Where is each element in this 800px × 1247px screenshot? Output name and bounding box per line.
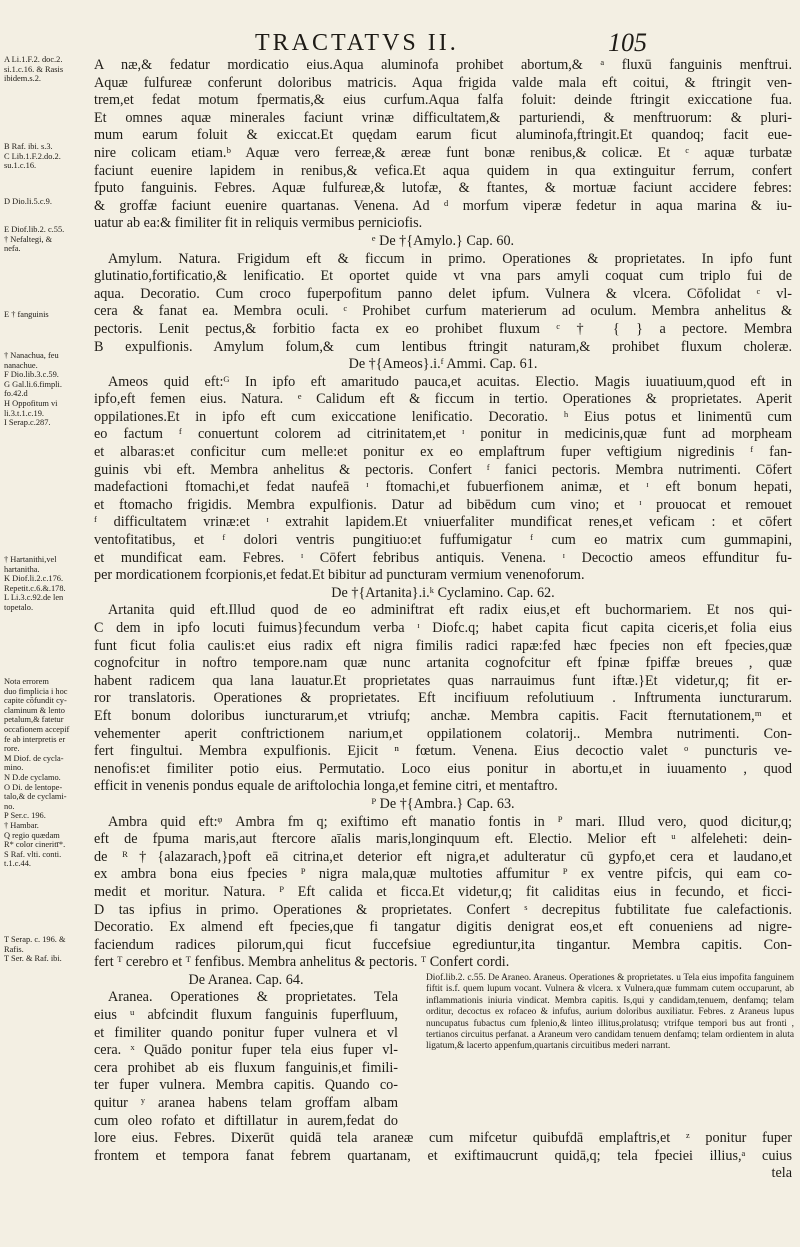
text-line: vehementer aperit conftrictionem narium,et oppilationem colatorij.. Membra nutrimenti. Con-: [94, 725, 792, 742]
text-line: habent radicem qua lana lauatur.Et proprietates quas narrauimus funt iftæ.}Et videtur,q; fit er-: [94, 672, 792, 689]
margin-note: Nota errorem duo fimplicia i hoc capite cōfundit cy- claminum & lento petalum,& fatetur occafionem accepif fe ab interpretis er rore. M Diof. de cycla- mino. N D.de cyclamo. O Di. de lentope- talo,& de cyclami- no. P Ser.c. 196. † Hambar. Q regio quædam R* color cineritī*. S Raf. vlti. conti. t.1.c.44.: [4, 677, 70, 869]
text-line: nenofis:et fimiliter potio eius. Permutatio. Loco eius ponitur in abortu,et in iuuamento , quod: [94, 760, 792, 777]
margin-note: † Hartanithi,vel hartanitha. K Diof.li.2.c.176. Repetit.c.6.&.178. L Li.3.c.92.de len topetalo.: [4, 555, 66, 612]
text-line: ter fuper vulnera. Membra capitis. Quando co-: [94, 1077, 398, 1094]
text-line: quitur ʸ aranea habens telam groffam albam: [94, 1095, 398, 1112]
running-head: TRACTATVS II.: [255, 30, 459, 56]
chapter-heading: De †{Ameos}.i.ᶠ Ammi. Cap. 61.: [348, 356, 538, 373]
text-line: faciendum radices pilorum,qui ficut fuccefsiue egrediuntur,ita tingantur. Membra capitis. Con-: [94, 936, 792, 953]
margin-note: B Raf. ibi. s.3. C Lib.1.F.2.do.2. su.1.c.16.: [4, 142, 61, 171]
text-line: Et omnes aquæ minerales faciunt vrinæ difficultatem,& parturiendi, & menftruorum: & pluri-: [94, 109, 792, 126]
aranea-section: [94, 972, 792, 1130]
chapter-heading: ᴾ De †{Ambra.} Cap. 63.: [371, 795, 515, 812]
text-line: et albaras:et conficitur cum melle:et ponitur ex eo emplaftrum fuper veftigium nigredinis ᶠ fan-: [94, 444, 792, 461]
text-line: fputo fanguinis. Febres. Aquæ fulfureæ,& lutofæ, & ftantes, & mortuæ faciunt accidere febres:: [94, 180, 792, 197]
text-line: ror translatoris. Operationes & proprietates. Eft incifiuum refolutiuum . Inftrumenta iuncturarum.: [94, 690, 792, 707]
text-line: funt ficut folia caulis:et eius radix eft nigra fimilis radici rapæ:fed hæc fpecies non eft fpecies,quæ: [94, 637, 792, 654]
text-line: Aquæ fulfureæ conferunt doloribus matricis. Aqua frigida valde mala eft coitui, & ftringit ven-: [94, 74, 792, 91]
text-line: cum oleo rofato et diftillatur in aurem,fedat do: [94, 1112, 398, 1129]
page-number: 105: [608, 28, 647, 57]
text-line: madefactioni ftomachi,et fedat naufeā ᶦ ftomachi,et fubuerfionem animæ, et ᶦ eft bonum hepati,: [94, 479, 792, 496]
margin-note: D Dio.li.5.c.9.: [4, 197, 52, 206]
text-line: Artanita quid eft.Illud quod de eo adminiftrat eft radix eius,et eft buchormariem. Et nos qui-: [108, 602, 792, 619]
dioscorides-footnote: [426, 973, 794, 1053]
text-line: ventofitatibus, et ᶠ dolori ventris pungitiuo:et fuffumigatur ᶠ cum eo matrix cum gummapini,: [94, 532, 792, 549]
text-line: & groffæ faciunt euenire quartanas. Venena. Ad ᵈ morfum viperæ fedetur in aqua marina & iu-: [94, 197, 792, 214]
text-line: lore eius. Febres. Dixerūt quidā tela araneæ cum mifcetur quibufdā emplaftris,et ᶻ ponitur fuper: [94, 1130, 792, 1147]
margin-notes: [4, 55, 80, 1235]
text-line: uatur ab ea:& fimiliter fit in reliquis vermibus perniciofis.: [94, 215, 423, 232]
text-line: faciunt euenire lapidem in renibus,& vefica.Et aqua quidem in qua extinguitur ferrum, confert: [94, 162, 792, 179]
text-line: D tas ipfius in primo. Operationes & proprietates. Confert ˢ decrepitus fubtilitate fue calefactionis.: [94, 901, 792, 918]
text-line: fert fingultui. Membra expulfionis. Ejicit ⁿ fœtum. Venena. Eius decoctio valet ᵒ puncturis ve-: [94, 743, 792, 760]
text-line: Decoratio. Ex almend eft fpecies,que fi tangatur digitis denigrat eos,et eft conueniens ad nigre-: [94, 919, 792, 936]
text-line: Amylum. Natura. Frigidum eft & ficcum in primo. Operationes & proprietates. In ipfo funt: [108, 250, 792, 267]
margin-note: E † fanguinis: [4, 310, 49, 319]
text-line: medit et moritur. Natura. ᴾ Eft calida et ficca.Et videtur,q; fit caliditas eius in fecundo, et ficci-: [94, 883, 792, 900]
text-line: Ambra quid eft:ᵠ Ambra fm q; exiftimo eft manatio fontis in ᴾ mari. Illud vero, quod dicitur,q;: [108, 813, 792, 830]
text-line: et fimiliter quando ponitur fuper vulnera et vl: [94, 1024, 398, 1041]
footnote-text: Diof.lib.2. c.55. De Araneo. Araneus. Operationes & proprietates. u Tela eius impofita fanguinem fiftit is.f. quem lupum vocant. Vulnera & vlcera. x Vulnera,quæ fummam cutem occuparunt, ab inflammationis iniuria vindicat. Membra capitis. Is,qui y candidam,tenuem, denfamq; telam orditur, decoctus ex rofaceo & infufus, aurium doloribus auxiliatur. Febres. z Araneus lupus nuncupatus fubactus cum fplenio,& linteo illitus,prolatusq; vtrifque tempori bus aut fronti , tertianos circuitus perfanat. a Araneum vero candidam tenuem denfamq; telam ordientem in aluta ligatum,& lacerto appenfum,quartanis circuitibus mederi narrant.: [426, 972, 794, 1052]
text-line: cera. ˣ Quādo ponitur fuper tela eius fuper vl-: [94, 1042, 398, 1059]
text-line: cera prohibet ab eis fluxum fanguinis,et fimili-: [94, 1059, 398, 1076]
text-line: eo factum ᶠ conuertunt colorem ad citrinitatem,et ᶦ ponitur in medicinis,quæ funt ad morpheam: [94, 426, 792, 443]
text-line: et mundificat eam. Febres. ᶦ Cōfert febribus antiquis. Venena. ᶦ Decoctio ameos effunditur fu-: [94, 549, 792, 566]
text-line: nire colicam etiam.ᵇ Aquæ vero ferreæ,& æreæ funt bonæ renibus,& colicæ. Et ᶜ aquæ turbatæ: [94, 144, 792, 161]
text-line: eius ᵘ abfcindit fluxum fanguinis fuperfluum,: [94, 1007, 398, 1024]
chapter-heading: De †{Artanita}.i.ᵏ Cyclamino. Cap. 62.: [331, 584, 555, 601]
text-line: eft de fpuma maris,aut ftercore aīalis maris,longinquum eft. Electio. Melior eft ᵘ alfeleheti: dein-: [94, 831, 792, 848]
main-text: [94, 57, 792, 1183]
text-line: mum earum foluit & exiccat.Et quędam earum ficut aluminofa,ftringit.Et quandoq; facit eue-: [94, 127, 792, 144]
text-line: B expulfionis. Amylum folum,& cum lentibus ftringit naturam,& prohibet fluxum choleræ.: [94, 338, 792, 355]
text-line: per mordicationem fcorpionis,et fedat.Et bibitur ad puncturam vermium venenoforum.: [94, 567, 585, 584]
text-line: Eft bonum doloribus iuncturarum,et vtriufq; anchæ. Membra capitis. Facit fternutationem,ᵐ et: [94, 707, 792, 724]
text-line: efficit in venenis pondus equale de ariftolochia longa,et femine citri, et mentaftro.: [94, 778, 558, 795]
chapter-heading: ᵉ De †{Amylo.} Cap. 60.: [371, 232, 515, 249]
text-line: C dem in ipfo locuti fuimus}fecundum verba ᶦ Diofc.q; habet capita ficut capita ciceris,et folia eius: [94, 620, 792, 636]
text-line: de ᴿ†{alazarach,}poft eā citrina,et deterior eft nigra,et adulteratur cū gypfo,et cera et laudano,et: [94, 848, 792, 865]
text-line: guinis vbi eft. Membra anhelitus & pectoris. Confert ᶠ fanici pectoris. Membra nutrimenti. Cōfert: [94, 461, 792, 478]
chapter-heading: De Aranea. Cap. 64.: [188, 971, 304, 988]
text-line: Aranea. Operationes & proprietates. Tela: [108, 989, 398, 1006]
text-line: A næ,& fedatur mordicatio eius.Aqua aluminofa prohibet abortum,& ᵃ fluxū fanguinis menftrui.: [94, 57, 792, 73]
catchword: tela: [771, 1165, 792, 1182]
text-line: glutinatio,fortificatio,& lenificatio. Et oportet quide vt vna pars amyli coquat cum triplo fui de: [94, 268, 792, 285]
text-line: oppilationes.Et in ipfo eft cum exiccatione lenificatio. Decoratio. ʰ Eius potus et linimentū cum: [94, 408, 792, 425]
text-line: cognofcitur in noftro tempore.nam quæ nunc artanita cognofcitur eft fpinæ fpiffæ breues , quæ: [94, 655, 792, 672]
text-line: trem,et fedat motum fpermatis,& eius curfum.Aqua falfa foluit: deinde ftringit exiccatione fua.: [94, 92, 792, 109]
text-line: ex ambra bona eius fpecies ᴾ nigra mala,quæ multoties affumitur ᴾ ex ventre pifcis, qui eam co-: [94, 866, 792, 883]
text-line: cera & fanat ea. Membra oculi. ᶜ Prohibet curfum materierum ad oculum. Membra anhelitus &: [94, 303, 792, 320]
text-line: ipfo,eft femen eius. Natura. ᵉ Calidum eft & ficcum in tertio. Operationes & proprietates. Aperit: [94, 391, 792, 408]
text-line: fert ᵀ cerebro et ᵀ fenfibus. Membra anhelitus & pectoris. ᵀ Confert cordi.: [94, 954, 510, 971]
margin-note: T Serap. c. 196. & Rafis. T Ser. & Raf. ibi.: [4, 935, 66, 964]
text-line: frontem et tempora fanat febrem quartanam, et exiftimaucrunt quidā,q; tela fpeciei illius,ᵃ cuius: [94, 1147, 792, 1164]
margin-note: † Nanachua, feu nanachue. F Dio.lib.3.c.59. G Gal.li.6.fimpli. fo.42.d H Oppofitum vi li.3.t.1.c.19. I Serap.c.287.: [4, 351, 62, 428]
text-line: ᶠ difficultatem vrinæ:et ᶦ extrahit lapidem.Et vniuerfaliter mundificat renes,et veficam : et cōfert: [94, 514, 792, 531]
text-line: aqua. Decoratio. Cum croco fuperpofitum panno delet ipfum. Vulnera & vlcera. Cōfolidat ᶜ vl-: [94, 285, 792, 302]
text-line: Ameos quid eft:ᴳ In ipfo eft amaritudo pauca,et acuitas. Electio. Magis iuuatiuum,quod eft in: [108, 373, 792, 390]
text-line: pectoris. Lenit pectus,& forbitio facta ex eo prohibet fluxum ᶜ † { } a pectore. Membra: [94, 320, 792, 337]
margin-note: A Li.1.F.2. doc.2. si.1.c.16. & Rasis ibidem.s.2.: [4, 55, 64, 84]
margin-note: E Diof.lib.2. c.55. † Nefaltegi, & nefa.: [4, 225, 65, 254]
text-line: et ftomacho frigidis. Membra expulfionis. Datur ad bibēdum cum vino; et ᶦ prouocat et remouet: [94, 496, 792, 513]
